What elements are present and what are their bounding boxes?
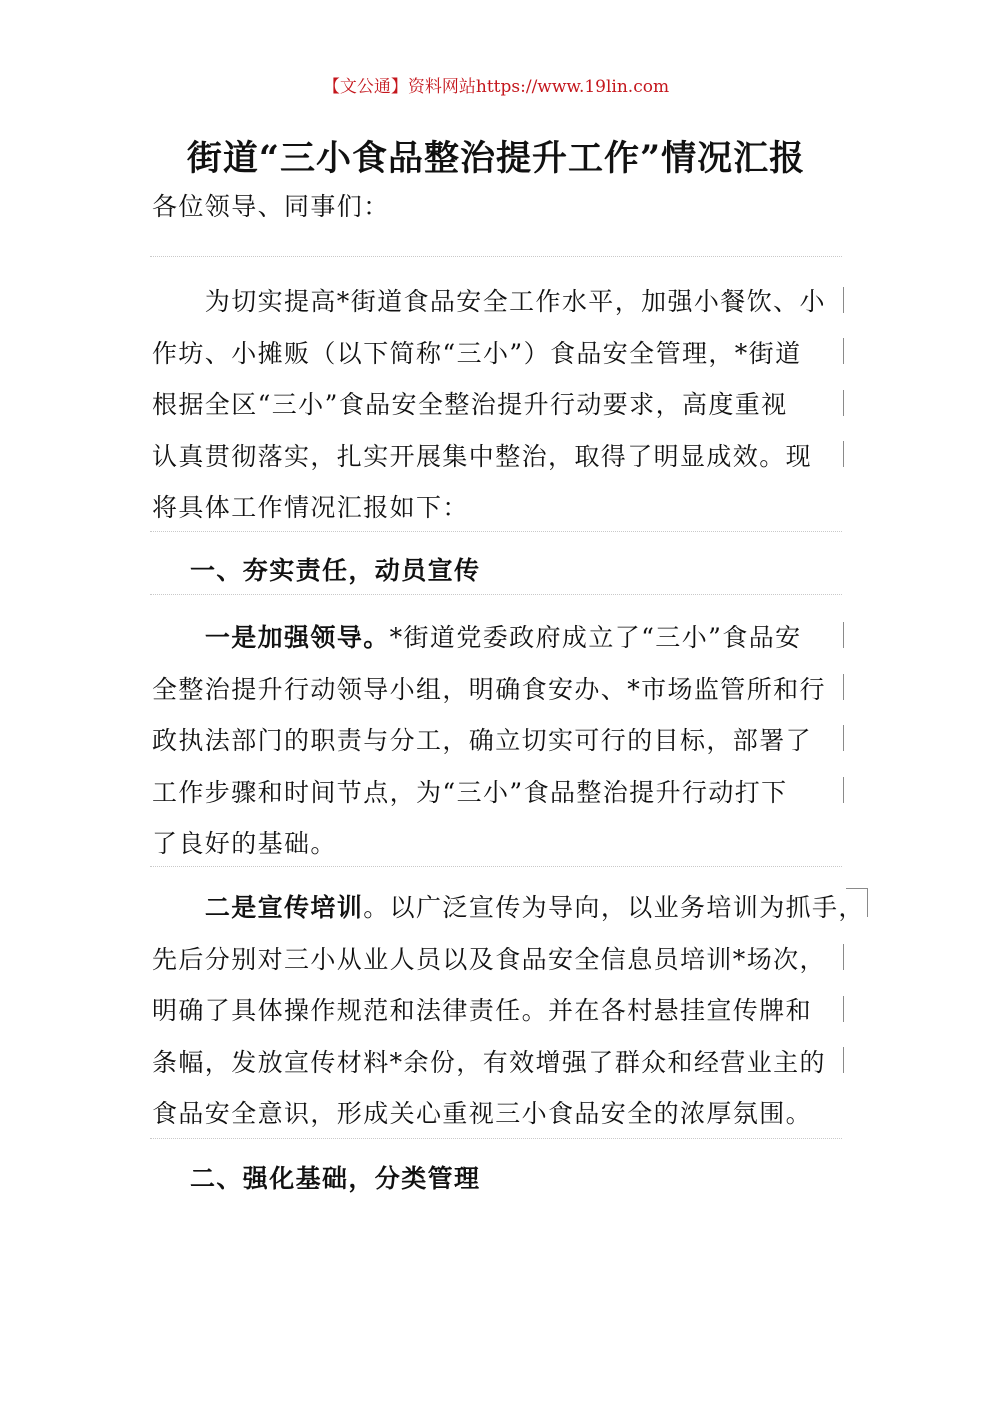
paragraph-line — [152, 882, 865, 934]
divider-line — [150, 594, 842, 595]
paragraph-line: 为切实提高*街道食品安全工作水平，加强小餐饮、小 — [152, 287, 826, 316]
margin-mark-corner — [846, 888, 868, 917]
margin-mark — [843, 674, 844, 700]
paragraph-line: 食品安全意识，形成关心重视三小食品安全的浓厚氛围。 — [152, 1099, 813, 1128]
divider-line — [150, 1138, 842, 1139]
margin-mark — [843, 944, 844, 970]
margin-mark — [843, 338, 844, 364]
document-title: 街道“三小食品整治提升工作”情况汇报 — [186, 138, 806, 179]
margin-mark — [843, 1047, 844, 1073]
paragraph-line: 了良好的基础。 — [152, 829, 337, 858]
paragraph-line: 先后分别对三小从业人员以及食品安全信息员培训*场次， — [152, 944, 826, 974]
point-text: 。以广泛宣传为导向，以业务培训为抓手， — [363, 893, 865, 922]
point-text: *街道党委政府成立了“三小”食品安 — [389, 623, 802, 652]
point-lead: 二是宣传培训 — [204, 893, 364, 922]
margin-mark — [843, 725, 844, 751]
divider-line — [150, 531, 842, 532]
divider-line — [150, 256, 842, 257]
margin-mark — [843, 622, 844, 648]
divider-line — [150, 866, 842, 867]
margin-mark — [843, 441, 844, 467]
paragraph-line: 根据全区“三小”食品安全整治提升行动要求，高度重视 — [152, 390, 788, 419]
paragraph-line: 政执法部门的职责与分工，确立切实可行的目标，部署了 — [152, 726, 813, 755]
point-lead: 一是加强领导。 — [204, 623, 390, 652]
point-publicity-training — [152, 882, 865, 1140]
paragraph-line: 全整治提升行动领导小组，明确食安办、*市场监管所和行 — [152, 674, 826, 704]
paragraph-line — [152, 612, 842, 664]
section-heading-2: 二、强化基础，分类管理 — [190, 1164, 481, 1193]
intro-paragraph — [152, 276, 842, 534]
margin-mark — [843, 777, 844, 803]
greeting: 各位领导、同事们： — [152, 192, 390, 221]
paragraph-line: 工作步骤和时间节点，为“三小”食品整治提升行动打下 — [152, 777, 788, 807]
watermark-header: 【文公通】资料网站https://www.19lin.com — [322, 77, 670, 97]
margin-mark — [843, 996, 844, 1022]
paragraph-line: 认真贯彻落实，扎实开展集中整治，取得了明显成效。现 — [152, 441, 813, 471]
margin-mark — [843, 287, 844, 313]
paragraph-line: 将具体工作情况汇报如下： — [152, 493, 469, 522]
paragraph-line: 明确了具体操作规范和法律责任。并在各村悬挂宣传牌和 — [152, 996, 813, 1025]
paragraph-line: 作坊、小摊贩（以下简称“三小”）食品安全管理，*街道 — [152, 338, 802, 368]
section-heading-1: 一、夯实责任，动员宣传 — [190, 556, 481, 585]
point-strengthen-leadership — [152, 612, 842, 870]
margin-mark — [843, 390, 844, 416]
paragraph-line: 条幅，发放宣传材料*余份，有效增强了群众和经营业主的 — [152, 1047, 826, 1077]
